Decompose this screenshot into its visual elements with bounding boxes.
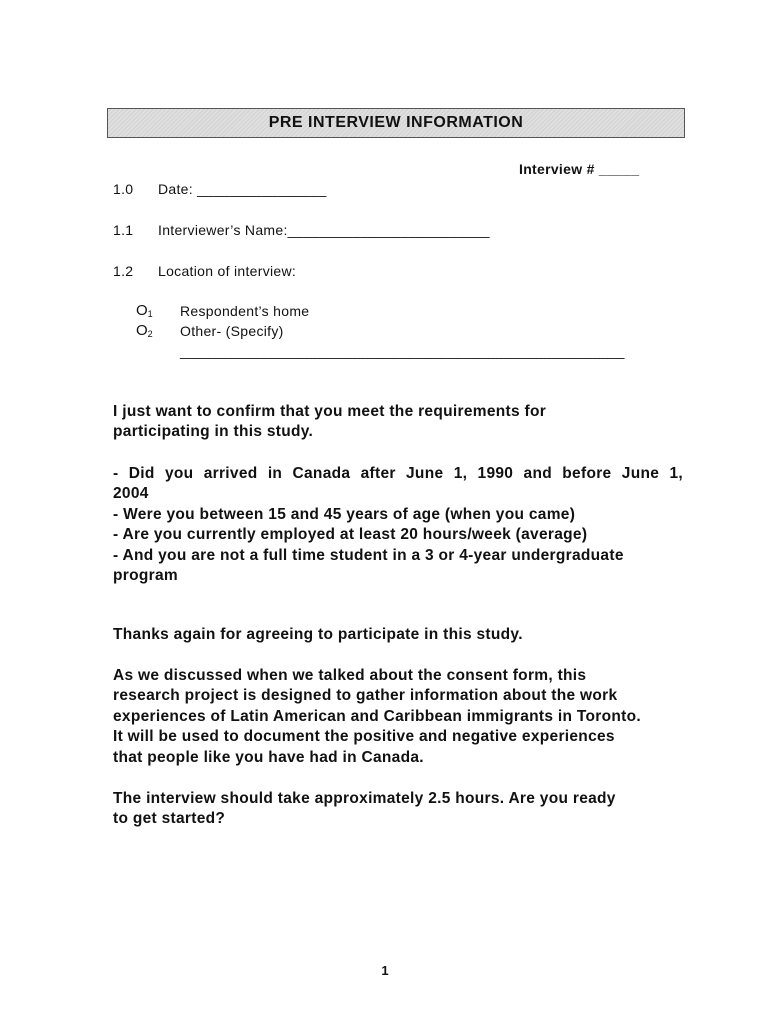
text-line: experiences of Latin American and Caribbean immigrants in Toronto. <box>113 707 641 725</box>
text-line: participating in this study. <box>113 423 314 441</box>
radio-label-other: Other- (Specify) <box>180 323 284 339</box>
field-number-interviewer: 1.1 <box>113 222 134 238</box>
date-field[interactable]: Date: ________________ <box>158 181 327 197</box>
text-line: that people like you have had in Canada. <box>113 748 424 766</box>
field-number-date: 1.0 <box>113 181 134 197</box>
text-line: As we discussed when we talked about the consent form, this <box>113 667 587 684</box>
specify-input-line[interactable]: _______________________________________________________ <box>180 343 625 359</box>
requirement-item-continued: 2004 <box>113 485 149 503</box>
radio-label-respondent-home: Respondent’s home <box>180 303 310 319</box>
radio-option-respondent-home[interactable] <box>136 302 153 319</box>
requirement-item: - Are you currently employed at least 20 hours/week (average) <box>113 526 588 544</box>
field-number-location: 1.2 <box>113 263 134 279</box>
page-title: PRE INTERVIEW INFORMATION <box>107 108 685 138</box>
requirement-item: - Were you between 15 and 45 years of age (when you came) <box>113 505 576 523</box>
interview-number-field[interactable]: Interview # _____ <box>519 161 640 177</box>
location-label: Location of interview: <box>158 263 297 279</box>
radio-option-other[interactable] <box>136 322 153 339</box>
text-line: I just want to confirm that you meet the requirements for <box>113 403 547 420</box>
text-line: research project is designed to gather information about the work <box>113 687 618 705</box>
text-line: Thanks again for agreeing to participate in this study. <box>113 626 523 643</box>
text-line: to get started? <box>113 810 226 828</box>
text-line: The interview should take approximately 2.5 hours. Are you ready <box>113 790 616 807</box>
thanks-paragraph <box>113 625 683 645</box>
confirm-paragraph <box>113 402 683 443</box>
page-number: 1 <box>381 963 389 978</box>
requirement-item: - And you are not a full time student in a 3 or 4-year undergraduate <box>113 546 624 564</box>
requirement-item: - Did you arrived in Canada after June 1, 1990 and before June 1, <box>113 465 683 482</box>
requirement-item-continued: program <box>113 567 178 585</box>
consent-paragraph <box>113 666 683 768</box>
radio-circle-icon[interactable]: $O_1$ <box>136 302 153 319</box>
text-line: It will be used to document the positive and negative experiences <box>113 728 615 746</box>
requirements-list <box>113 464 683 586</box>
duration-paragraph <box>113 789 683 830</box>
radio-circle-icon[interactable]: $O_2$ <box>136 322 153 339</box>
interviewer-name-field[interactable]: Interviewer’s Name:_________________________ <box>158 222 490 238</box>
